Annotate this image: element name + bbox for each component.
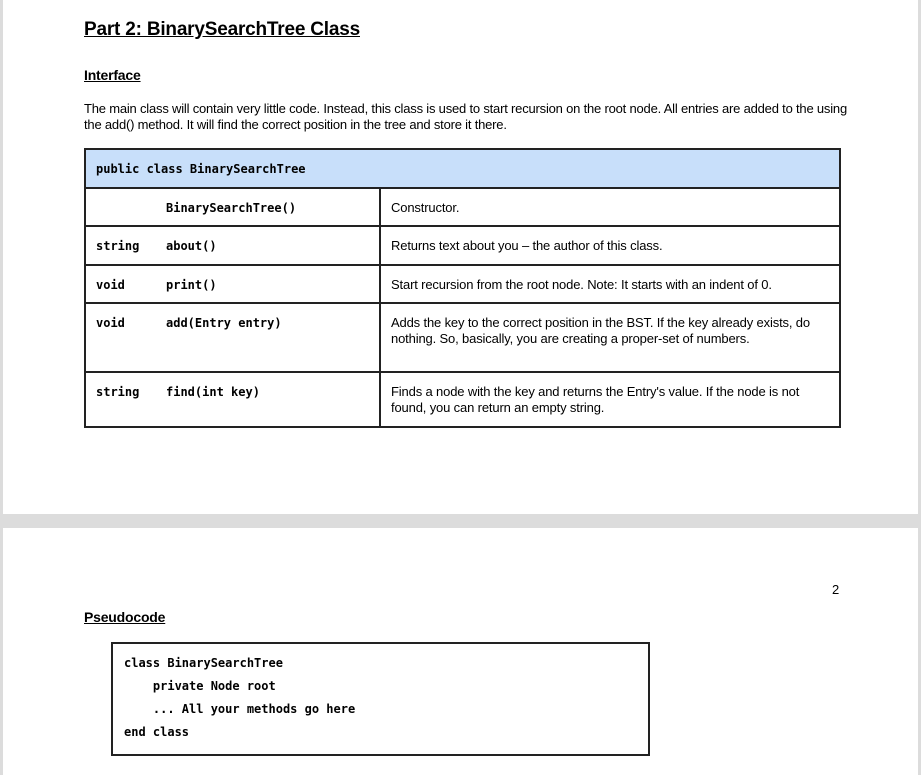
pseudocode-heading: Pseudocode bbox=[84, 609, 166, 625]
return-type: string bbox=[85, 372, 155, 427]
table-row bbox=[85, 372, 840, 427]
intro-paragraph: The main class will contain very little code. Instead, this class is used to start recursion on the root node. All entries are added to the using the add() method. It will find the correct position in the tree and store it there. bbox=[84, 101, 847, 132]
table-header-row bbox=[85, 149, 840, 188]
method-signature: print() bbox=[155, 265, 380, 303]
table-row bbox=[85, 265, 840, 303]
document-page-2 bbox=[3, 528, 918, 775]
method-description: Returns text about you – the author of this class. bbox=[380, 226, 840, 265]
method-signature: about() bbox=[155, 226, 380, 265]
method-description: Finds a node with the key and returns the Entry's value. If the node is not found, you can return an empty string. bbox=[380, 372, 840, 427]
method-signature: BinarySearchTree() bbox=[155, 188, 380, 226]
code-line: ... All your methods go here bbox=[124, 702, 356, 716]
method-signature: find(int key) bbox=[155, 372, 380, 427]
pseudocode-box bbox=[111, 642, 650, 756]
return-type: void bbox=[85, 303, 155, 372]
return-type bbox=[85, 188, 155, 226]
return-type: string bbox=[85, 226, 155, 265]
table-row bbox=[85, 188, 840, 226]
method-signature: add(Entry entry) bbox=[155, 303, 380, 372]
return-type: void bbox=[85, 265, 155, 303]
document-page-1 bbox=[3, 0, 918, 514]
code-line: end class bbox=[124, 725, 190, 739]
code-line: private Node root bbox=[124, 679, 276, 693]
table-row bbox=[85, 226, 840, 265]
table-row bbox=[85, 303, 840, 372]
method-description: Start recursion from the root node. Note: It starts with an indent of 0. bbox=[380, 265, 840, 303]
interface-heading: Interface bbox=[84, 67, 141, 83]
page-number: 2 bbox=[832, 582, 840, 597]
interface-table bbox=[84, 148, 841, 428]
method-description: Constructor. bbox=[380, 188, 840, 226]
section-title: Part 2: BinarySearchTree Class bbox=[84, 19, 360, 40]
class-declaration: public class BinarySearchTree bbox=[85, 149, 840, 188]
code-line: class BinarySearchTree bbox=[124, 656, 283, 670]
method-description: Adds the key to the correct position in the BST. If the key already exists, do nothing. So, basically, you are creating a proper-set of numbers. bbox=[380, 303, 840, 372]
